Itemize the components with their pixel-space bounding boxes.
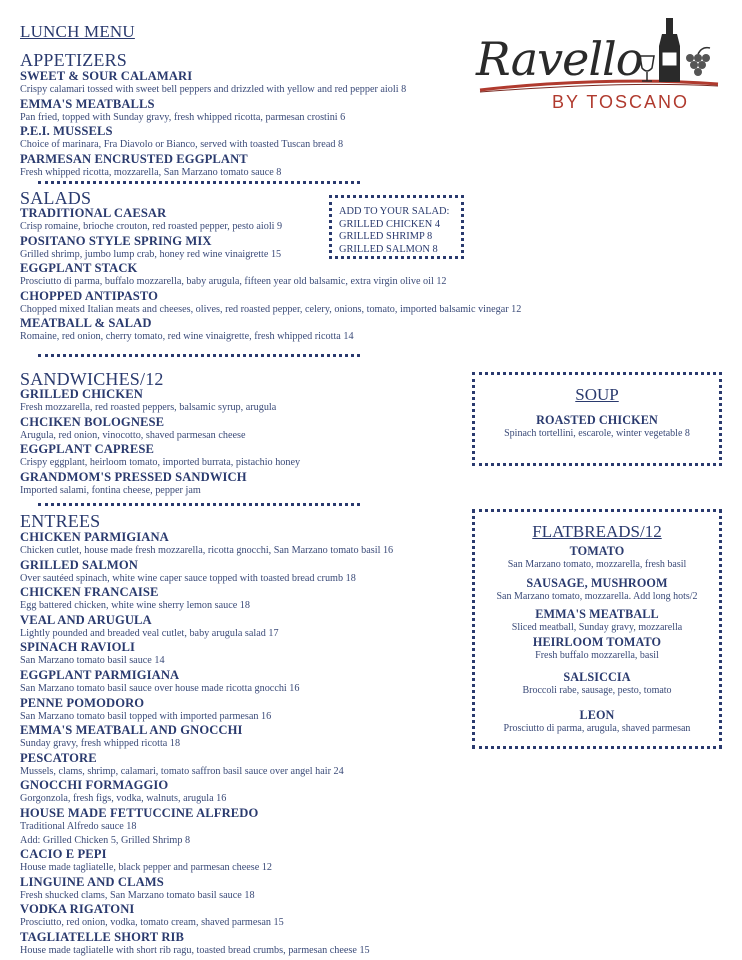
item-name: PENNE POMODORO: [20, 695, 145, 710]
list-item: [20, 530, 460, 558]
item-description: Arugula, red onion, vinocotto, shaved parmesan cheese: [20, 429, 246, 441]
item-description: Sliced meatball, Sunday gravy, mozzarella: [511, 622, 683, 634]
item-name: GNOCCHI FORMAGGIO: [20, 778, 169, 793]
item-description: Imported salami, fontina cheese, pepper jam: [20, 484, 201, 496]
list-item: [20, 847, 460, 875]
list-item: [20, 696, 460, 724]
list-item: [20, 723, 460, 751]
item-description: House made tagliatelle, black pepper and parmesan cheese 12: [20, 862, 273, 874]
item-name: CHCIKEN BOLOGNESE: [20, 414, 165, 429]
list-item: [20, 442, 460, 470]
menu-title: LUNCH MENU: [20, 22, 135, 41]
list-item: [475, 635, 719, 663]
list-item: [20, 124, 600, 152]
item-name: EMMA'S MEATBALLS: [20, 96, 155, 111]
list-item: [20, 902, 460, 930]
item-description: Fresh buffalo mozzarella, basil: [535, 649, 659, 661]
list-item: [20, 261, 600, 289]
item-name: HEIRLOOM TOMATO: [532, 634, 662, 649]
item-description: Fresh mozzarella, red roasted peppers, balsamic syrup, arugula: [20, 402, 277, 413]
item-description: Add: Grilled Chicken 5, Grilled Shrimp 8: [20, 834, 191, 846]
list-item: [475, 576, 719, 604]
item-description: Gorgonzola, fresh figs, vodka, walnuts, arugula 16: [20, 793, 227, 805]
entrees-list: [20, 530, 460, 958]
item-description: San Marzano tomato basil sauce over house made ricotta gnocchi 16: [20, 682, 300, 694]
soup-box: [472, 372, 722, 466]
item-description: Over sautéed spinach, white wine caper sauce topped with toasted bread crumb 18: [20, 572, 356, 584]
soup-heading: SOUP: [575, 385, 619, 404]
item-description: San Marzano tomato, mozzarella. Add long hots/2: [496, 590, 698, 602]
list-item: [20, 640, 460, 668]
entrees-heading: ENTREES: [20, 511, 101, 531]
list-item: [20, 778, 460, 806]
item-description: Romaine, red onion, cherry tomato, red wine vinaigrette, fresh whipped ricotta 14: [20, 331, 354, 343]
list-item: [20, 806, 460, 847]
item-name: CHICKEN PARMIGIANA: [20, 530, 169, 544]
list-item: [20, 558, 460, 586]
item-name: CHICKEN FRANCAISE: [20, 585, 159, 600]
item-name: PESCATORE: [20, 750, 97, 765]
list-item: [475, 670, 719, 698]
item-description: Spinach tortellini, escarole, winter vegetable 8: [504, 428, 690, 439]
item-name: VEAL AND ARUGULA: [20, 612, 152, 627]
flatbreads-heading: FLATBREADS/12: [532, 522, 662, 541]
logo-script: Ravello: [476, 32, 643, 86]
item-name: SWEET & SOUR CALAMARI: [20, 69, 193, 83]
item-name: EMMA'S MEATBALL: [535, 607, 659, 622]
item-name: TRADITIONAL CAESAR: [20, 206, 167, 220]
list-item: [20, 585, 460, 613]
item-name: EGGPLANT STACK: [20, 261, 138, 276]
item-name: MEATBALL & SALAD: [20, 316, 152, 331]
item-description: Fresh shucked clams, San Marzano tomato basil sauce 18: [20, 889, 255, 901]
item-description: Pan fried, topped with Sunday gravy, fresh whipped ricotta, parmesan crostini 6: [20, 111, 346, 123]
appetizers-heading: APPETIZERS: [20, 50, 128, 70]
item-name: ROASTED CHICKEN: [536, 413, 658, 427]
item-name: SAUSAGE, MUSHROOM: [526, 575, 668, 590]
list-item: [20, 470, 460, 498]
list-item: [20, 206, 600, 234]
item-description: Choice of marinara, Fra Diavolo or Bianco, served with toasted Tuscan bread 8: [20, 139, 344, 151]
list-item: [475, 413, 719, 441]
item-description: Prosciutto di parma, arugula, shaved parmesan: [503, 722, 691, 734]
section-divider: [38, 354, 360, 357]
list-item: [20, 668, 460, 696]
item-description: Chicken cutlet, house made fresh mozzarella, ricotta gnocchi, San Marzano tomato basil 16: [20, 545, 394, 556]
item-description: Egg battered chicken, white wine sherry lemon sauce 18: [20, 600, 250, 612]
item-name: POSITANO STYLE SPRING MIX: [20, 233, 212, 248]
item-name: SALSICCIA: [563, 670, 631, 685]
item-description: Prosciutto di parma, buffalo mozzarella, baby arugula, fifteen year old balsamic, extra virgin olive oil 12: [20, 276, 447, 288]
item-description: Crispy calamari tossed with sweet bell peppers and drizzled with yellow and red pepper aioli 8: [20, 84, 407, 95]
item-description: Sunday gravy, fresh whipped ricotta 18: [20, 738, 181, 750]
item-name: TOMATO: [569, 544, 625, 558]
list-item: [20, 415, 460, 443]
list-item: [475, 708, 719, 736]
sandwiches-heading: SANDWICHES/12: [20, 369, 164, 389]
list-item: [20, 234, 600, 262]
item-name: LINGUINE AND CLAMS: [20, 874, 164, 889]
logo-subtitle: BY TOSCANO: [552, 92, 690, 112]
item-name: VODKA RIGATONI: [20, 902, 135, 917]
section-divider: [38, 181, 360, 184]
list-item: [475, 544, 719, 572]
salads-heading: SALADS: [20, 188, 92, 208]
salad-addons-box: [329, 195, 464, 259]
item-name: P.E.I. MUSSELS: [20, 124, 113, 139]
item-description: Chopped mixed Italian meats and cheeses, olives, red roasted pepper, celery, onions, tomato, imported balsamic vinegar 12: [20, 303, 522, 315]
item-name: GRILLED SALMON: [20, 557, 138, 572]
item-name: GRANDMOM'S PRESSED SANDWICH: [20, 469, 247, 484]
list-item: [20, 751, 460, 779]
item-name: CHOPPED ANTIPASTO: [20, 288, 159, 303]
item-description: Broccoli rabe, sausage, pesto, tomato: [522, 685, 672, 697]
list-item: [20, 316, 600, 344]
item-description: House made tagliatelle with short rib ragu, toasted bread crumbs, parmesan cheese 15: [20, 944, 370, 956]
addon-item: GRILLED CHICKEN 4: [339, 218, 441, 230]
item-name: SPINACH RAVIOLI: [20, 640, 135, 655]
list-item: [20, 289, 600, 317]
list-item: [20, 875, 460, 903]
section-divider: [38, 503, 360, 506]
list-item: [20, 613, 460, 641]
addon-item: GRILLED SALMON 8: [339, 243, 438, 255]
item-name: EMMA'S MEATBALL AND GNOCCHI: [20, 723, 243, 738]
item-description: Crispy eggplant, heirloom tomato, imported burrata, pistachio honey: [20, 457, 301, 469]
item-description: Lightly pounded and breaded veal cutlet, baby arugula salad 17: [20, 627, 279, 639]
salads-list: [20, 206, 600, 344]
item-name: GRILLED CHICKEN: [20, 387, 143, 401]
item-description: San Marzano tomato basil sauce 14: [20, 655, 165, 667]
item-name: LEON: [579, 707, 615, 722]
item-name: PARMESAN ENCRUSTED EGGPLANT: [20, 151, 248, 166]
item-description: Grilled shrimp, jumbo lump crab, honey red wine vinaigrette 15: [20, 248, 282, 260]
item-description: Crisp romaine, brioche crouton, red roasted pepper, pesto aioli 9: [20, 221, 283, 232]
item-name: TAGLIATELLE SHORT RIB: [20, 929, 185, 944]
list-item: [475, 607, 719, 635]
item-name: HOUSE MADE FETTUCCINE ALFREDO: [20, 805, 259, 820]
item-description: Traditional Alfredo sauce 18: [20, 820, 137, 832]
sandwiches-list: [20, 387, 460, 497]
item-description: San Marzano tomato, mozzarella, fresh basil: [507, 559, 687, 570]
flatbreads-box: [472, 509, 722, 749]
item-name: EGGPLANT CAPRESE: [20, 442, 154, 457]
item-description: Prosciutto, red onion, vodka, tomato cream, shaved parmesan 15: [20, 917, 284, 929]
item-description: Fresh whipped ricotta, mozzarella, San Marzano tomato sauce 8: [20, 166, 282, 178]
list-item: [20, 97, 600, 125]
item-name: CACIO E PEPI: [20, 847, 107, 862]
appetizers-list: [20, 69, 600, 179]
list-item: [20, 69, 600, 97]
list-item: [20, 930, 460, 958]
addons-heading: ADD TO YOUR SALAD:: [339, 206, 450, 217]
item-name: EGGPLANT PARMIGIANA: [20, 667, 180, 682]
addon-item: GRILLED SHRIMP 8: [339, 231, 433, 242]
list-item: [20, 387, 460, 415]
list-item: [20, 152, 600, 180]
item-description: San Marzano tomato basil topped with imported parmesan 16: [20, 710, 272, 722]
item-description: Mussels, clams, shrimp, calamari, tomato saffron basil sauce over angel hair 24: [20, 765, 344, 777]
